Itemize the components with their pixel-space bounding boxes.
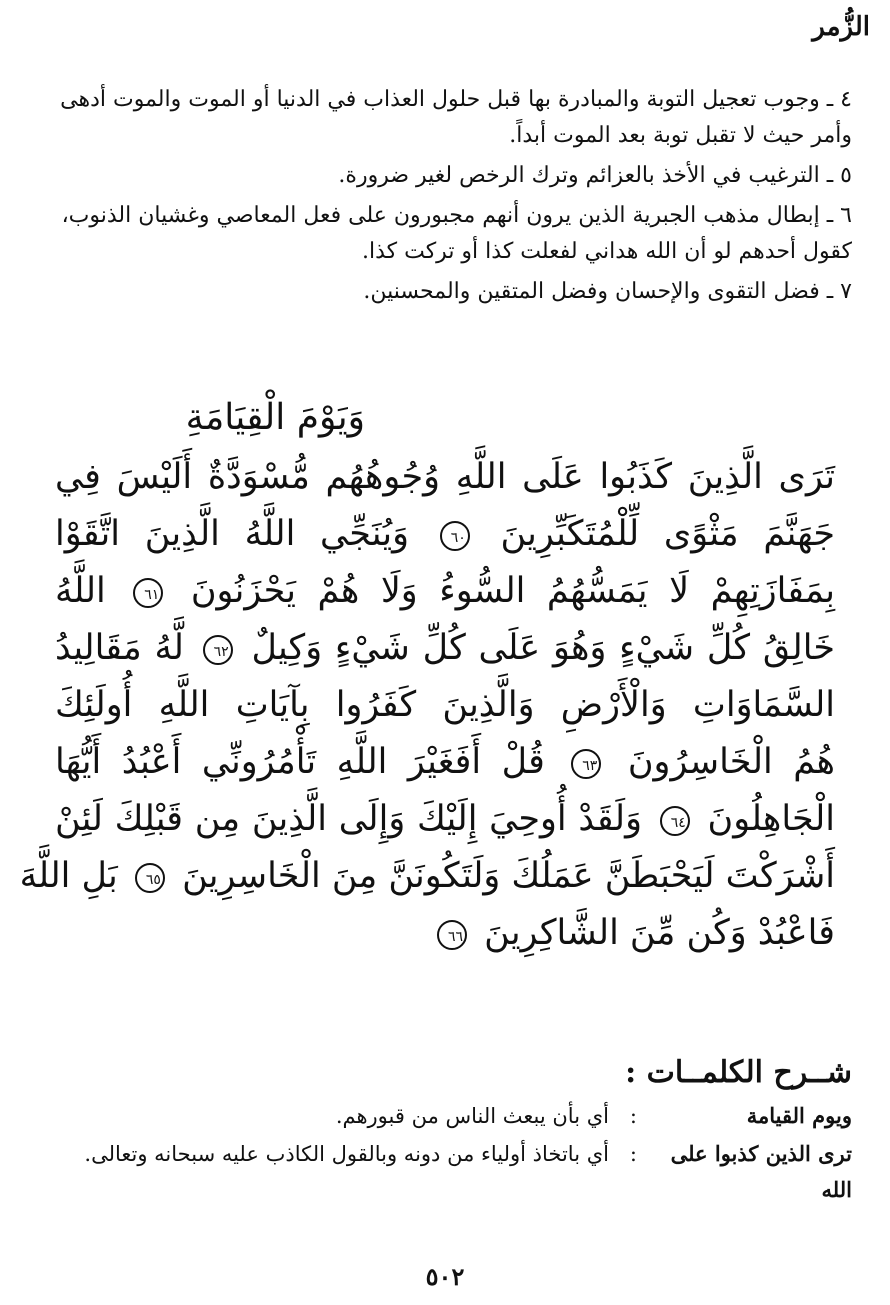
ayah-number-marker: ٦١ [133,578,163,608]
verse-line [19,848,835,905]
verse-text: قُلْ أَفَغَيْرَ اللَّهِ تَأْمُرُونِّي أَعْبُدُ أَيُّهَا [55,742,545,782]
verse-line [55,620,835,677]
ayah-number-marker: ٦٢ [203,635,233,665]
verse-text: وَيُنَجِّي اللَّهُ الَّذِينَ اتَّقَوْا [55,514,410,554]
ayah-number-marker: ٦٣ [571,749,601,779]
verse-text: بِمَفَازَتِهِمْ لَا يَمَسُّهُمُ السُّوءُ وَلَا هُمْ يَحْزَنُونَ [190,571,835,611]
glossary-colon: : [629,1104,637,1128]
glossary-definition: أي باتخاذ أولياء من دونه وبالقول الكاذب عليه سبحانه وتعالى. [84,1142,609,1166]
glossary-row [60,1136,852,1208]
verse-text: أَشْرَكْتَ لَيَحْبَطَنَّ عَمَلُكَ وَلَتَكُونَنَّ مِنَ الْخَاسِرِينَ [182,856,835,896]
verse-heading: وَيَوْمَ الْقِيَامَةِ [185,397,365,438]
ayah-number-marker: ٦٥ [135,863,165,893]
glossary-list [60,1098,852,1210]
verse-line [55,791,835,848]
verse-line [55,506,835,563]
verse-text: هُمُ الْخَاسِرُونَ [627,742,835,782]
verse-line [55,905,835,962]
glossary-term: ترى الذين كذبوا على الله [670,1141,852,1202]
ayah-number-marker: ٦٠ [440,521,470,551]
glossary-term: ويوم القيامة [746,1103,852,1128]
verse-line [55,677,835,734]
verse-line [55,734,835,791]
ayah-number-marker: ٦٦ [437,920,467,950]
verse-text: وَلَقَدْ أُوحِيَ إِلَيْكَ وَإِلَى الَّذِينَ مِن قَبْلِكَ لَئِنْ [55,799,642,839]
verse-text: الْجَاهِلُونَ [707,799,835,839]
benefit-item: ٦ ـ إبطال مذهب الجبرية الذين يرون أنهم مجبورون على فعل المعاصي وغشيان الذنوب، كقول أحدهم لو أن الله هداني لفعلت كذا أو تركت كذا. [61,203,852,264]
benefit-item: ٧ ـ فضل التقوى والإحسان وفضل المتقين والمحسنين. [363,279,852,304]
verse-text: خَالِقُ كُلِّ شَيْءٍ وَهُوَ عَلَى كُلِّ شَيْءٍ وَكِيلٌ [251,628,835,668]
verse-line [55,449,835,506]
page-number: ٥٠٢ [425,1262,465,1291]
benefit-item: ٥ ـ الترغيب في الأخذ بالعزائم وترك الرخص لغير ضرورة. [338,163,852,188]
quran-verses [19,395,835,962]
glossary-definition: أي بأن يبعث الناس من قبورهم. [335,1104,609,1128]
benefits-list [60,82,852,314]
surah-header: الزُّمر [812,12,870,42]
verse-line [55,563,835,620]
verse-text: اللَّهُ [55,571,106,611]
ayah-number-marker: ٦٤ [660,806,690,836]
glossary-title: شــرح الكلمــات : [625,1055,852,1090]
glossary-row [60,1098,852,1134]
verse-text: جَهَنَّمَ مَثْوًى لِّلْمُتَكَبِّرِينَ [500,514,835,554]
verse-text: لَّهُ مَقَالِيدُ [55,628,184,668]
verse-text: تَرَى الَّذِينَ كَذَبُوا عَلَى اللَّهِ وُجُوهُهُم مُّسْوَدَّةٌ أَلَيْسَ فِي [55,457,835,497]
verse-text: بَلِ اللَّهَ [19,856,118,896]
verse-text: السَّمَاوَاتِ وَالْأَرْضِ وَالَّذِينَ كَفَرُوا بِآيَاتِ اللَّهِ أُولَئِكَ [55,685,835,725]
benefit-item: ٤ ـ وجوب تعجيل التوبة والمبادرة بها قبل حلول العذاب في الدنيا أو الموت والموت أدهى وأمر حيث لا تقبل توبة بعد الموت أبداً. [60,87,852,148]
verse-text: فَاعْبُدْ وَكُن مِّنَ الشَّاكِرِينَ [484,913,835,953]
glossary-colon: : [629,1142,637,1166]
